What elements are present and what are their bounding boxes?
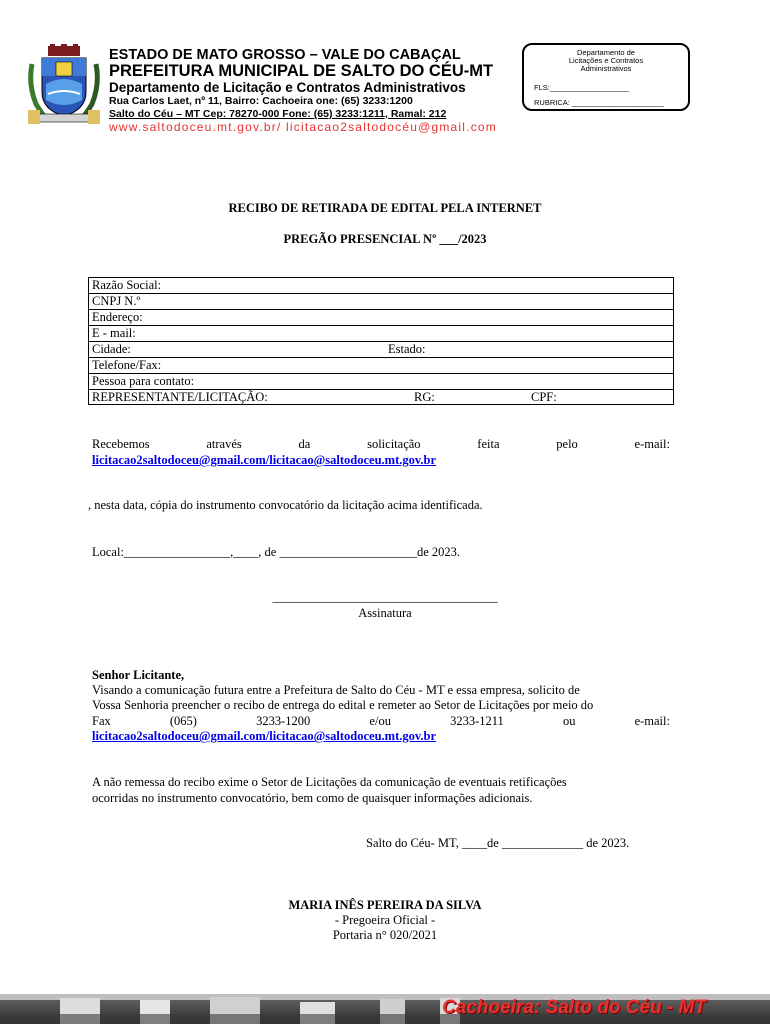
coat-of-arms-logo <box>26 44 102 126</box>
footer-caption: Cachoeira: Salto do Céu - MT <box>442 997 706 1018</box>
form-row-razao-social <box>89 278 673 294</box>
label-rg: RG: <box>414 390 435 404</box>
senhor-licitante-heading: Senhor Licitante, <box>92 668 185 682</box>
stamp-title-line2: Licitações e Contratos <box>568 56 644 65</box>
signer-role: - Pregoeira Oficial - <box>334 913 436 927</box>
stamp-fls-field: FLS:___________________ <box>534 83 630 92</box>
label-representante: REPRESENTANTE/LICITAÇÃO: <box>92 390 268 404</box>
label-email: E - mail: <box>92 326 136 340</box>
fax-word: e-mail: <box>634 714 670 728</box>
visando-line-2: Vossa Senhoria preencher o recibo de entrega do edital e remeter ao Setor de Licitações por meio do <box>92 698 594 712</box>
form-row-cidade <box>89 342 673 358</box>
nesta-data-text: , nesta data, cópia do instrumento convocatório da licitação acima identificada. <box>88 498 483 512</box>
form-row-email <box>89 326 673 342</box>
recebemos-word: Recebemos <box>92 437 150 451</box>
recebemos-word: solicitação <box>367 437 421 451</box>
fax-word: (065) <box>169 714 197 728</box>
company-info-form <box>88 277 674 405</box>
label-cidade: Cidade: <box>92 342 131 356</box>
label-razao-social: Razão Social: <box>92 278 162 292</box>
document-subtitle: PREGÃO PRESENCIAL Nº ___/2023 <box>283 232 487 246</box>
recebemos-word: feita <box>477 437 500 451</box>
recebemos-word: pelo <box>556 437 578 451</box>
label-telefone: Telefone/Fax: <box>92 358 162 372</box>
stamp-title-line3: Administrativos <box>580 64 632 73</box>
signature-line: ____________________________________ <box>272 590 498 604</box>
nao-remessa-line-2: ocorridas no instrumento convocatório, bem como de quaisquer informações adicionais. <box>92 791 533 805</box>
stamp-title-line1: Departamento de <box>577 48 635 57</box>
label-estado: Estado: <box>388 342 426 356</box>
nao-remessa-line-1: A não remessa do recibo exime o Setor de Licitações da comunicação de eventuais retificações <box>92 775 567 789</box>
local-date-line: Local:_________________,____, de ______________________de 2023. <box>92 545 461 559</box>
recebemos-word: da <box>298 437 311 451</box>
header-prefeitura: PREFEITURA MUNICIPAL DE SALTO DO CÉU-MT <box>109 62 494 80</box>
fax-word: 3233-1211 <box>450 714 504 728</box>
email-link[interactable]: licitacao2saltodoceu@gmail.com/licitacao@saltodoceu.mt.gov.br <box>92 453 437 467</box>
stamp-title <box>524 49 688 73</box>
signer-name: MARIA INÊS PEREIRA DA SILVA <box>288 898 482 912</box>
email-link-2[interactable]: licitacao2saltodoceu@gmail.com/licitacao@saltodoceu.mt.gov.br <box>92 729 437 743</box>
form-row-telefone <box>89 358 673 374</box>
fax-word: 3233-1200 <box>256 714 311 728</box>
header-state-line: ESTADO DE MATO GROSSO – VALE DO CABAÇAL <box>109 47 461 63</box>
footer-waterfall-banner <box>0 994 770 1024</box>
place-date-line: Salto do Céu- MT, ____de _____________ de 2023. <box>366 836 630 850</box>
recebemos-word: e-mail: <box>634 437 670 451</box>
header-department: Departamento de Licitação e Contratos Administrativos <box>109 80 466 95</box>
fax-word: Fax <box>92 714 111 728</box>
form-row-representante <box>89 390 673 406</box>
fax-line <box>92 714 670 729</box>
signer-portaria: Portaria n° 020/2021 <box>332 928 438 942</box>
signature-label: Assinatura <box>358 606 412 620</box>
label-endereco: Endereço: <box>92 310 143 324</box>
document-title: RECIBO DE RETIRADA DE EDITAL PELA INTERNET <box>228 201 542 215</box>
form-row-endereco <box>89 310 673 326</box>
recebemos-word: através <box>206 437 242 451</box>
fax-word: ou <box>562 714 576 728</box>
header-address: Rua Carlos Laet, nº 11, Bairro: Cachoeira one: (65) 3233:1200 <box>109 95 413 107</box>
recebemos-line <box>92 437 670 452</box>
form-row-cnpj <box>89 294 673 310</box>
visando-line-1: Visando a comunicação futura entre a Prefeitura de Salto do Céu - MT e essa empresa, solicito de <box>92 683 580 697</box>
header-website-email[interactable]: www.saltodoceu.mt.gov.br/ licitacao2saltodocéu@gmail.com <box>109 120 497 134</box>
label-cpf: CPF: <box>531 390 557 404</box>
stamp-rubrica-field: RUBRICA: ______________________ <box>534 98 664 107</box>
fax-word: e/ou <box>369 714 391 728</box>
label-pessoa-contato: Pessoa para contato: <box>92 374 195 388</box>
label-cnpj: CNPJ N.º <box>92 294 141 308</box>
form-row-pessoa-contato <box>89 374 673 390</box>
department-stamp-box <box>522 43 690 111</box>
header-contact: Salto do Céu – MT Cep: 78270-000 Fone: (65) 3233:1211, Ramal: 212 <box>109 108 447 120</box>
